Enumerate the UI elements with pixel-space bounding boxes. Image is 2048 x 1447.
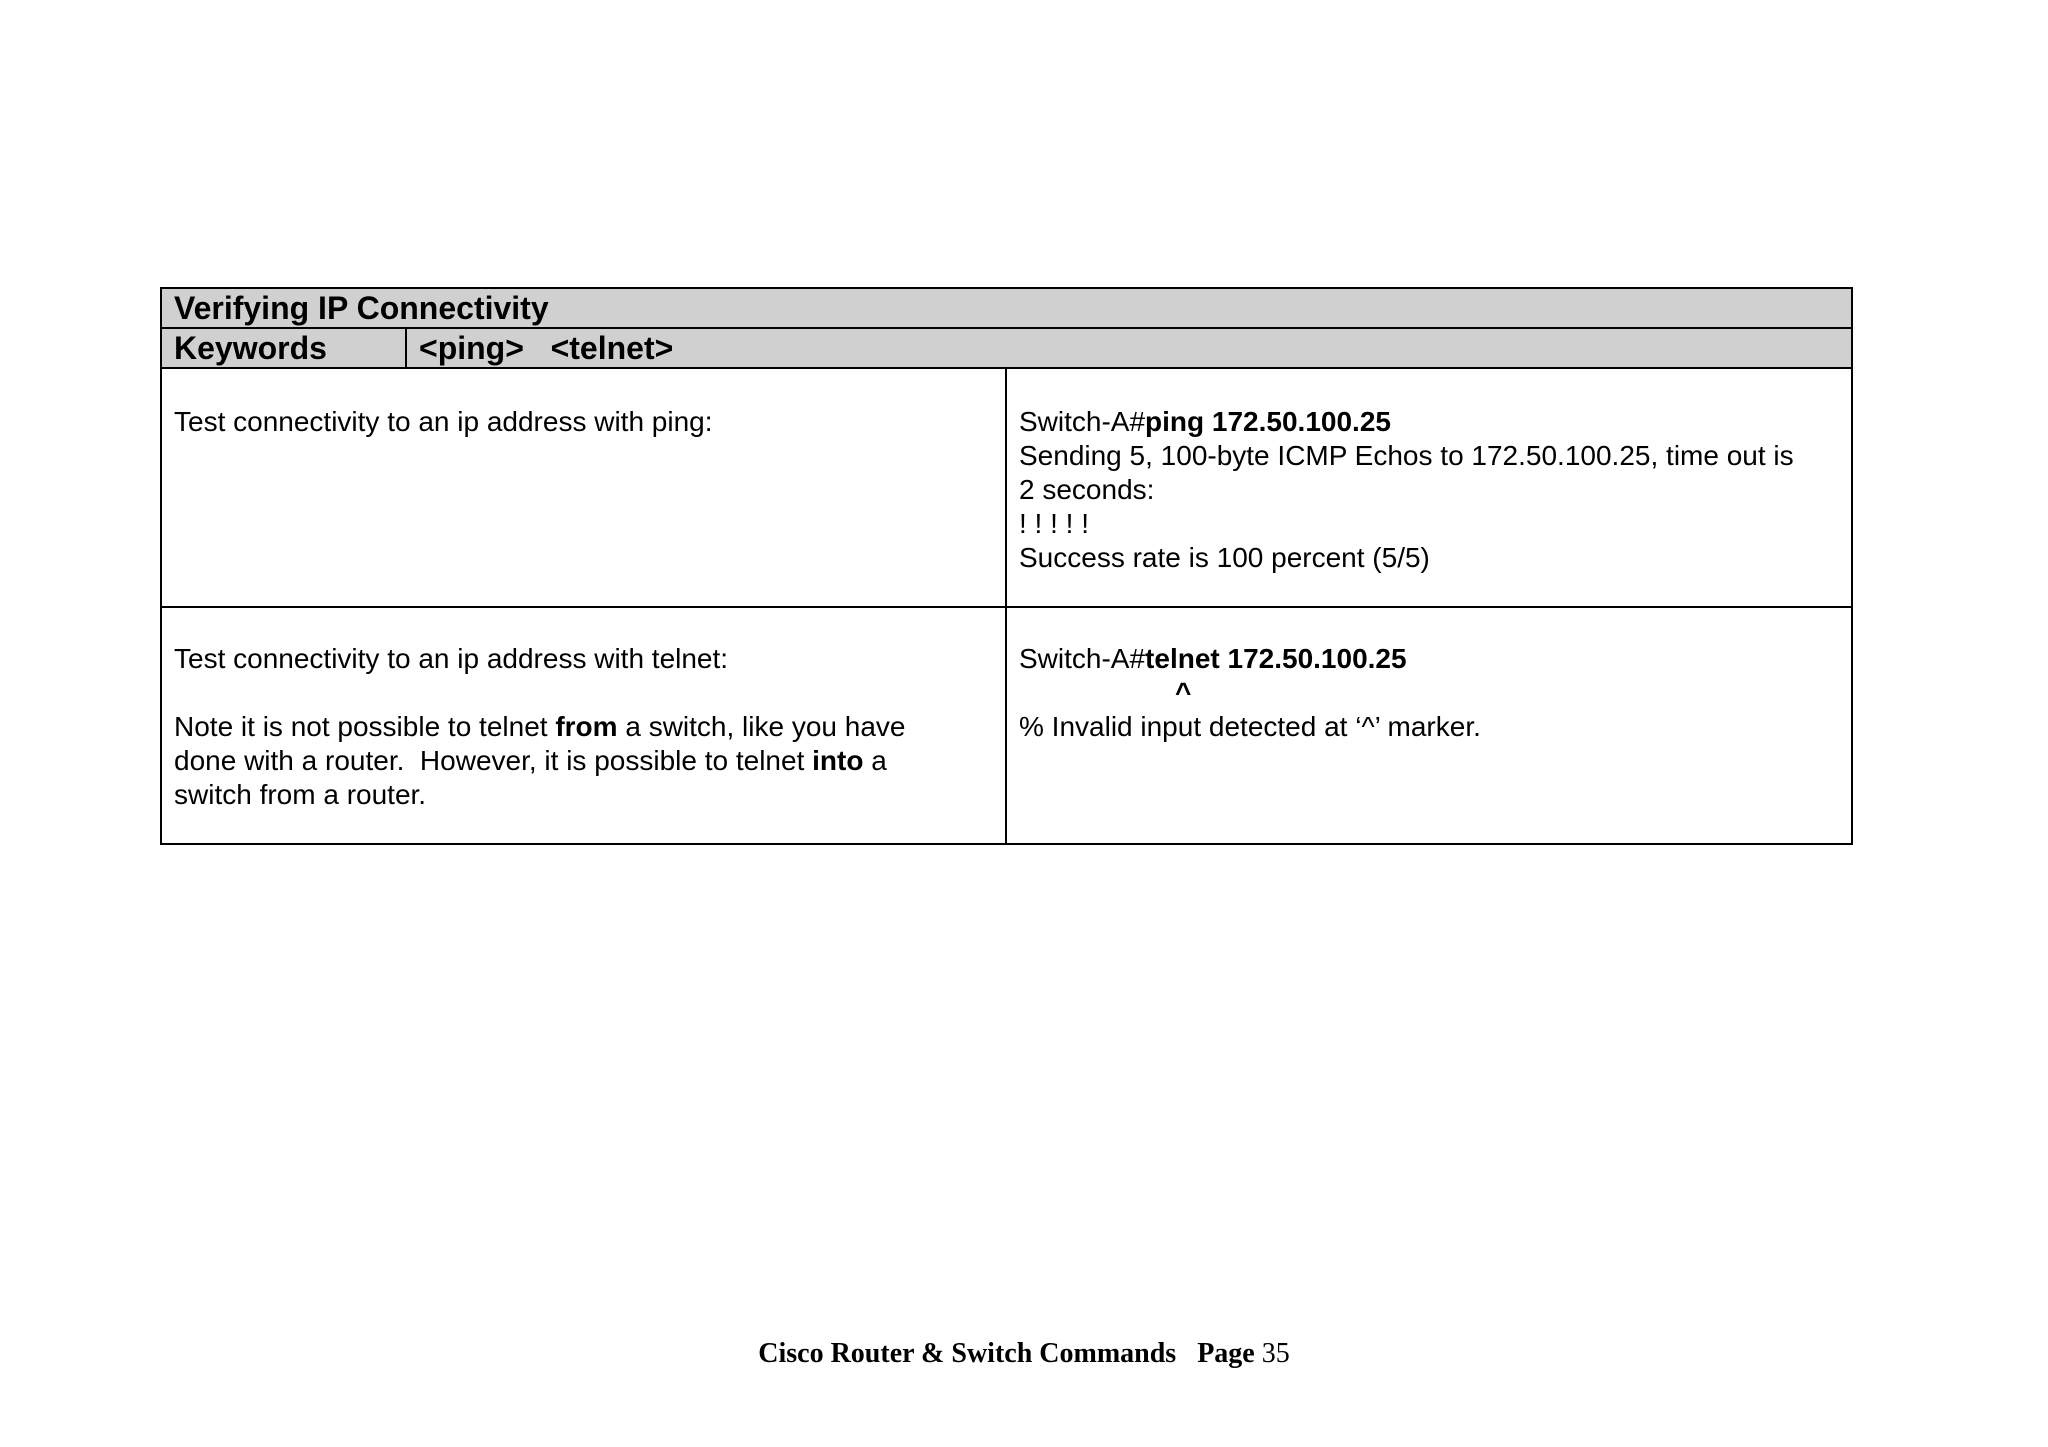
ping-description: Test connectivity to an ip address with ping: — [174, 406, 713, 437]
footer-page-label: Page — [1197, 1338, 1255, 1369]
footer-title: Cisco Router & Switch Commands — [758, 1338, 1177, 1369]
telnet-note-line: switch from a router. — [174, 779, 427, 810]
note-emphasis: from — [555, 711, 618, 742]
paragraph-gap — [174, 676, 993, 710]
ping-output-line: Success rate is 100 percent (5/5) — [1019, 542, 1430, 573]
telnet-command-line — [1019, 642, 1839, 676]
telnet-command: telnet 172.50.100.25 — [1145, 643, 1407, 674]
note-text: a switch, like you have — [617, 711, 906, 742]
page-number: 35 — [1261, 1338, 1290, 1369]
note-emphasis: into — [812, 745, 864, 776]
telnet-note-line — [174, 744, 993, 778]
telnet-description-cell — [162, 608, 1007, 843]
table-title: Verifying IP Connectivity — [162, 289, 1851, 329]
telnet-description: Test connectivity to an ip address with telnet: — [174, 643, 729, 674]
ping-output-cell — [1007, 369, 1851, 606]
ping-description-cell — [162, 369, 1007, 606]
ping-prompt: Switch-A# — [1019, 406, 1146, 437]
note-text: Note it is not possible to telnet — [174, 711, 556, 742]
keywords-label: Keywords — [162, 329, 407, 367]
ping-output-line: ! ! ! ! ! — [1019, 508, 1090, 539]
ping-command-line — [1019, 405, 1839, 439]
keywords-values: <ping> <telnet> — [419, 330, 674, 366]
note-text: a — [863, 745, 887, 776]
keywords-row — [162, 329, 1851, 369]
telnet-note-line — [174, 710, 993, 744]
telnet-output-cell — [1007, 608, 1851, 843]
ping-command: ping 172.50.100.25 — [1145, 406, 1391, 437]
command-table — [160, 287, 1853, 845]
ping-output-line: Sending 5, 100-byte ICMP Echos to 172.50.100.25, time out is — [1019, 440, 1794, 471]
table-row-telnet — [162, 608, 1851, 843]
ping-output-line: 2 seconds: — [1019, 474, 1155, 505]
telnet-prompt: Switch-A# — [1019, 643, 1146, 674]
error-caret-marker: ^ — [1175, 677, 1192, 708]
page-footer — [0, 1338, 2048, 1370]
note-text: done with a router. However, it is possible to telnet — [174, 745, 813, 776]
table-row-ping — [162, 369, 1851, 608]
telnet-error-message: % Invalid input detected at ‘^’ marker. — [1019, 711, 1481, 742]
